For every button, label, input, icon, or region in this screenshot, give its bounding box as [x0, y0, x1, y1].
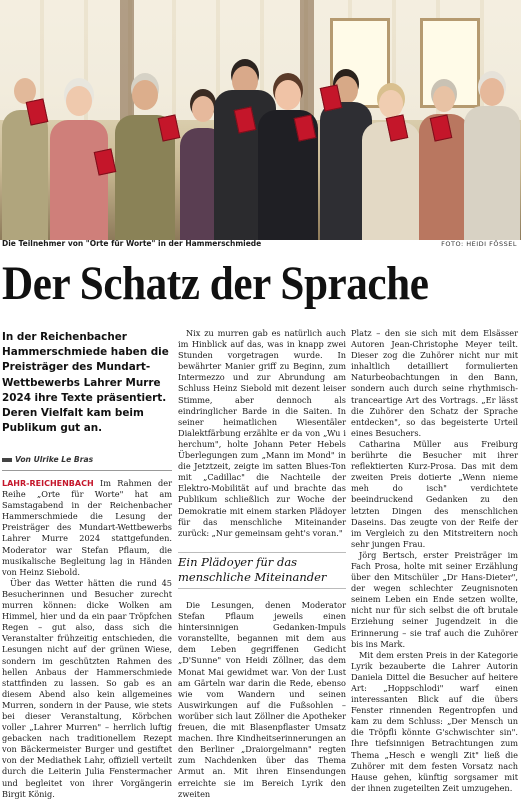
paragraph: Über das Wetter hätten die rund 45 Besucherinnen und Besucher zurecht murren können: dicke Wolken am Himmel, hier und da ein paar Tröpfchen Regen – gut also, dass sich die Veranstalter frühzeitig entschieden, die Lesungen nicht auf der grünen Wiese, sondern im geschützten Rahmen des hellen Anbaus der Hammerschmiede stattfinden zu lassen. So gab es an diesem Abend also kein allgemeines Murren, sondern in der Pause, wie stets bei dieser Veranstaltung, Körbchen voller „Lahrer Murren" – herrlich luftig gebacken nach traditionellem Rezept von Bäckermeister Burger und gestiftet von der Mediathek Lahr, offiziell verteilt durch die Leiterin Julia Fenstermacher und begleitet von ihrer Vorgängerin Birgit König.	[2, 577, 172, 799]
subheading: Ein Plädoyer für das menschliche Miteinander	[178, 552, 346, 589]
photo-credit: FOTO: HEIDI FÖSSEL	[441, 240, 517, 248]
photo-person	[256, 40, 320, 240]
paragraph: Catharina Müller aus Freiburg berührte die Besucher mit ihrer reflektierten Kurz-Prosa. Das mit dem zweiten Preis dotierte „Wenn nieme meh do isch" verdichtete beeindruckend Gedanken zu den letzten Dingen des menschlichen Daseins. Das zeugte von der Reife der im Vergleich zu den Mitstreitern noch sehr jungen Frau.	[351, 438, 518, 549]
caption-text: Die Teilnehmer von "Orte für Worte" in der Hammerschmiede	[2, 239, 262, 248]
paragraph	[2, 478, 172, 578]
group-photo	[0, 0, 521, 240]
divider	[2, 470, 172, 471]
byline-text: Von Ulrike Le Bras	[15, 455, 94, 464]
column-2-continued	[178, 600, 346, 800]
article-lead: In der Reichenbacher Hammerschmiede haben die Preisträger des Mundart-Wettbewerbs Lahrer Murre 2024 ihre Texte präsentiert. Deren Vielfalt kam beim Publikum gut an.	[2, 331, 169, 435]
paragraph: Mit dem ersten Preis in der Kategorie Lyrik bezauberte die Lahrer Autorin Daniela Dittel die Besucher auf heitere Art: „Hoppschlodi" warf einen interessanten Blick auf die übers Fenster rinnenden Regentropfen und kam zu dem Schluss: „Der Mensch un die Tröpfli könnte G'schwischter sin". Ihre tiefsinnigen Betrachtungen zum Thema „Hesch e wengli Zit" ließ die Zuhörer mit dem festen Vorsatz nach Hause gehen, künftig sorgsamer mit der ihnen zugeteilten Zeit umzugehen.	[351, 649, 518, 793]
paragraph: Platz – den sie sich mit dem Elsässer Autoren Jean-Christophe Meyer teilt. Dieser zog die Zuhörer nicht nur mit inhaltlich detailliert formulierten Naturbeobachtungen in den Bann, sondern auch durch seine rhythmisch-tranceartige Art des Vortrags. „Er lässt die Zuhörer den Schatz der Sprache entdecken", so das begeisterte Urteil eines Besuchers.	[351, 328, 518, 438]
byline	[2, 455, 93, 464]
dateline: LAHR-REICHENBACH	[2, 479, 94, 488]
photo-person	[0, 40, 50, 240]
paragraph: Jörg Bertsch, erster Preisträger im Fach Prosa, holte mit seiner Erzählung über den Mitschüler „Dr Hans-Dieter", der wegen schlechter Zeugnisnoten seinem Leben ein Ende setzen wollte, nicht nur für sich selbst die oft brutale Erziehung seiner Jugendzeit in die Erinnerung – sie traf auch die Zuhörer bis ins Mark.	[351, 549, 518, 649]
column-3	[351, 328, 518, 794]
photo-person	[462, 40, 521, 240]
column-2	[178, 328, 346, 539]
photo-person	[48, 40, 110, 240]
column-1	[2, 478, 172, 800]
headline: Der Schatz der Sprache	[2, 257, 429, 310]
paragraph: Die Lesungen, denen Moderator Stefan Pflaum jeweils einen hintersinnigen Gedanken-Impuls voranstellte, begannen mit dem aus dem Leben gegriffenen Gedicht „D'Sunne" von Heidi Zöllner, das dem Monat Mai gewidmet war. Von der Lust am Gärteln war darin die Rede, ebenso wie vom Wandern und seinen Auswirkungen auf die Fußsohlen – worüber sich laut Zöllner die Apotheker freuen, die mit Blasenpflaster Umsatz machen. Ihre Kindheitserinnerungen an den Berliner „Draiorgelmann" regten zum Nachdenken über das Thema Armut an. Mit ihren Einsendungen erreichte sie im Bereich Lyrik den zweiten	[178, 600, 346, 799]
paragraph: Nix zu murren gab es natürlich auch im Hinblick auf das, was in knapp zwei Stunden vorgetragen wurde. In bewährter Manier griff zu Beginn, zum Intermezzo und zur Abrundung am Schluss Heinz Siebold mit dezent leiser Stimme, aber dennoch als eindringlicher Barde in die Saiten. In seiner heimatlichen Wiesentäler Dialektfärbung erzählte er da von „Wu i herchum", holte Johann Peter Hebels Überlegungen zum „Mann im Mond" in die Jetztzeit, zeigte im satten Blues-Ton mit „Cadillac" die Nachteile der Elektro-Mobilität auf und brachte das Publikum schließlich zur Woche der Demokratie mit einem starken Plädoyer für das menschliche Miteinander zurück: „Nur gemeinsam geht's voran."	[178, 328, 346, 538]
paragraph-text: Im Rahmen der Reihe „Orte für Worte" hat am Samstagabend in der Reichenbacher Hammerschmiede die Lesung der Preisträger des Mundart-Wettbewerbs Lahrer Murre 2024 stattgefunden. Moderator war Stefan Pflaum, die musikalische Begleitung lag in Händen von Heinz Siebold.	[2, 478, 173, 577]
